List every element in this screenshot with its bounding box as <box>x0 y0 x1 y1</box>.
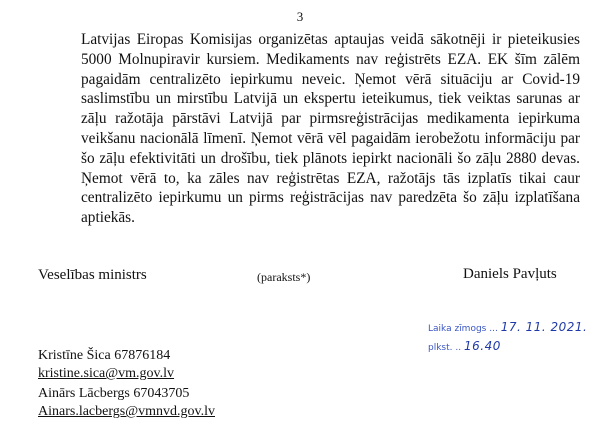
contact-name-phone: Kristīne Šica 67876184 <box>38 348 171 363</box>
contact-block <box>38 385 215 421</box>
body-paragraph: Latvijas Eiropas Komisijas organizētas aptaujas veidā sākotnēji ir pieteikusies 5000 Molnupiravir kursiem. Medikaments nav reģistrēts EZA. EK šīm zālēm pagaidām centralizēto iepirkumu neveic. Ņemot vērā situāciju ar Covid-19 saslimstību un mirstību Latvijā un ekspertu ieteikumus, tiek veiktas sarunas ar zāļu ražotāja pārstāvi Latvijā par pirmsreģistrācijas medikamenta iepirkuma veikšanu nacionālā līmenī. Ņemot vērā vēl pagaidām ierobežotu informāciju par šo zāļu efektivitāti un drošību, tiek plānots iepirkt nacionāli šo zāļu 2880 devas. Ņemot vērā to, ka zāles nav reģistrētas EZA, ražotājs tās izplatīs tikai caur centralizēto iepirkumu un pirms reģistrācijas nav paredzēta šo zāļu izplatīšana aptiekās. <box>81 31 580 227</box>
time-stamp-time-value: 16.40 <box>464 339 501 353</box>
contact-email-link[interactable]: kristine.sica@vm.gov.lv <box>38 366 175 381</box>
body-text <box>81 30 580 228</box>
time-stamp-date-label: Laika zīmogs <box>428 324 487 334</box>
contact-name-phone: Ainārs Lācbergs 67043705 <box>38 386 190 401</box>
time-stamp-time-label: plkst. <box>428 343 453 353</box>
time-stamp-date-line: Laika zīmogs ... 17. 11. 2021. <box>428 320 588 334</box>
contact-email-link[interactable]: Ainars.lacbergs@vmnvd.gov.lv <box>38 404 215 419</box>
signatory-role: Veselības ministrs <box>38 267 147 283</box>
page-number: 3 <box>296 9 304 24</box>
contact-block <box>38 347 174 383</box>
time-stamp-time-line: plkst. .. 16.40 <box>428 339 501 353</box>
signature-note: (paraksts*) <box>257 270 311 284</box>
time-stamp-date-value: 17. 11. 2021. <box>500 320 588 334</box>
signatory-name: Daniels Pavļuts <box>463 266 557 282</box>
time-stamp <box>428 317 588 361</box>
